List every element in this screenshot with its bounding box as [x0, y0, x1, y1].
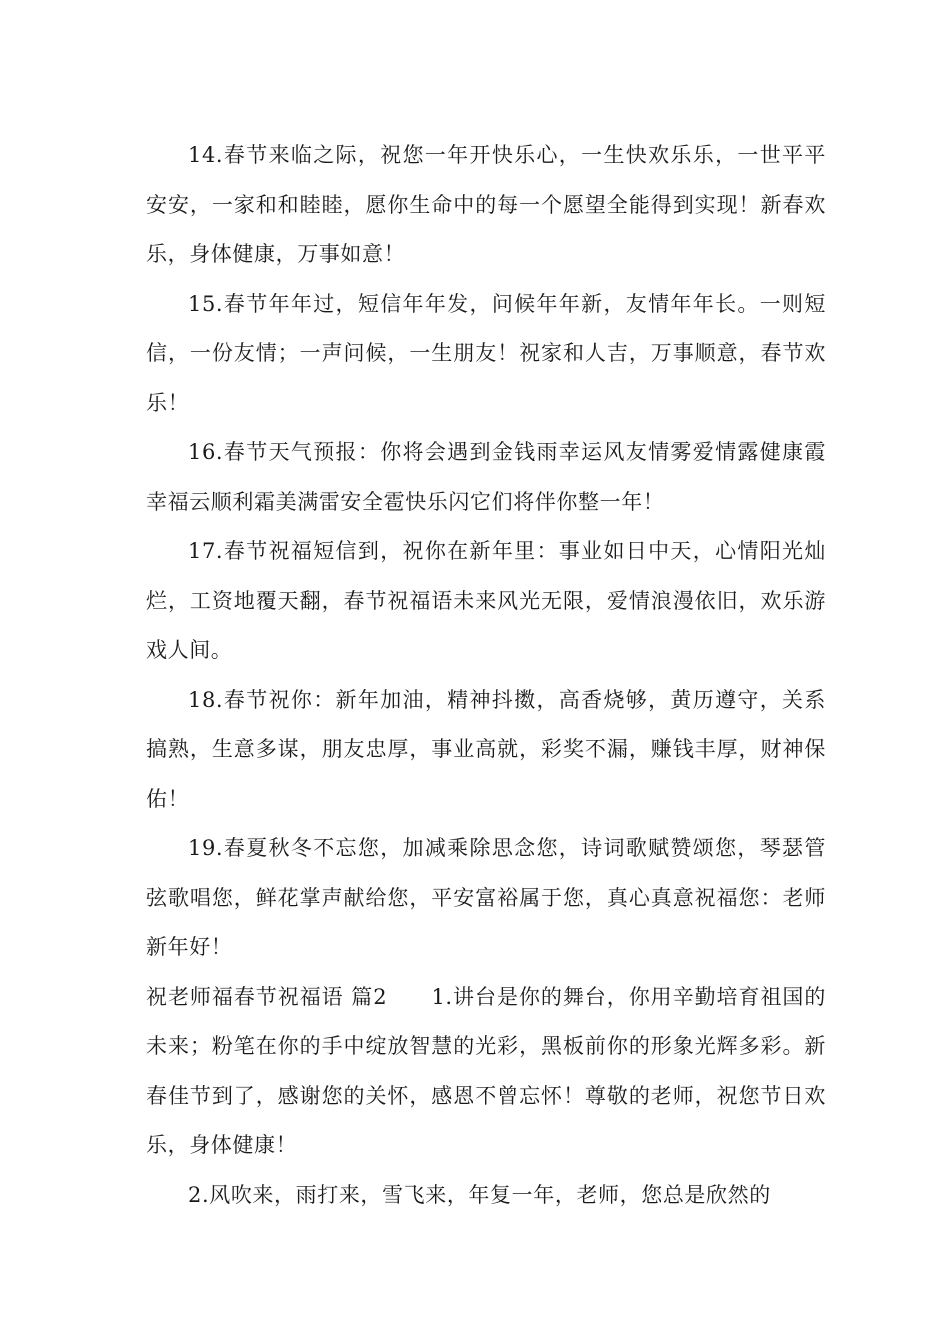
- paragraph-18: 18.春节祝你：新年加油，精神抖擞，高香烧够，黄历遵守，关系搞熟，生意多谋，朋友忠厚，事业高就，彩奖不漏，赚钱丰厚，财神保佑！: [146, 687, 826, 811]
- section-heading-paragraph: 祝老师福春节祝福语 篇2 1.讲台是你的舞台，你用辛勤培育祖国的未来；粉笔在你的手中绽放智慧的光彩，黑板前你的形象光辉多彩。新春佳节到了，感谢您的关怀，感恩不曾忘怀！尊敬的老师，祝您节日欢乐，身体健康！: [146, 984, 826, 1157]
- paragraph-17: 17.春节祝福短信到，祝你在新年里：事业如日中天，心情阳光灿烂，工资地覆天翻，春节祝福语未来风光无限，爱情浪漫依旧，欢乐游戏人间。: [146, 539, 826, 662]
- paragraph-15: 15.春节年年过，短信年年发，问候年年新，友情年年长。一则短信，一份友情；一声问候，一生朋友！祝家和人吉，万事顺意，春节欢乐！: [146, 291, 826, 415]
- paragraph-19: 19.春夏秋冬不忘您，加减乘除思念您，诗词歌赋赞颂您，琴瑟管弦歌唱您，鲜花掌声献给您，平安富裕属于您，真心真意祝福您：老师新年好！: [146, 836, 826, 959]
- paragraph-14: 14.春节来临之际，祝您一年开快乐心，一生快欢乐乐，一世平平安安，一家和和睦睦，愿你生命中的每一个愿望全能得到实现！新春欢乐，身体健康，万事如意！: [146, 143, 826, 266]
- paragraph-2: 2.风吹来，雨打来，雪飞来，年复一年，老师，您总是欣然的: [188, 1182, 771, 1207]
- paragraph-16: 16.春节天气预报：你将会遇到金钱雨幸运风友情雾爱情露健康霞幸福云顺利霜美满雷安全雹快乐闪它们将伴你整一年！: [146, 440, 826, 514]
- document-body: [146, 131, 826, 1220]
